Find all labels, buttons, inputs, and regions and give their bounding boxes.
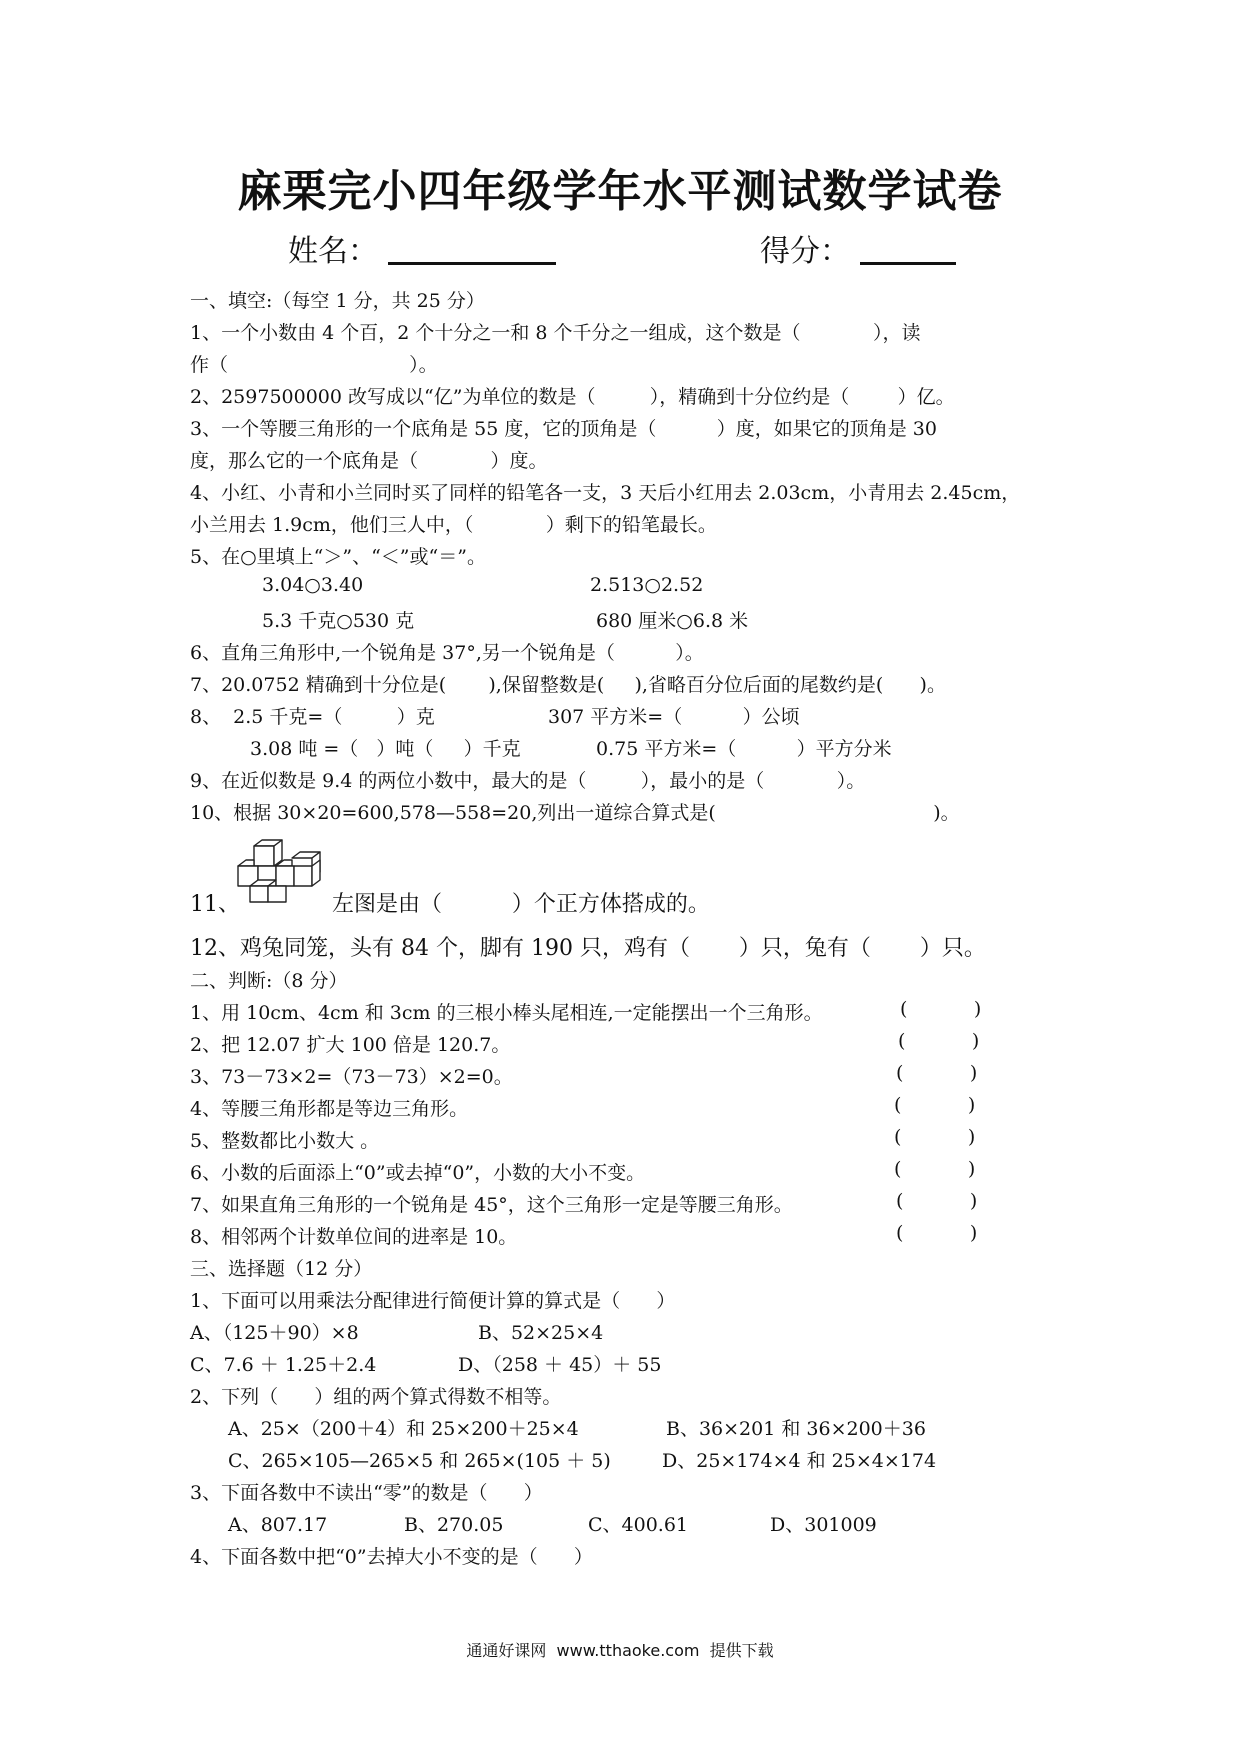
choice-option: B、52×25×4 xyxy=(478,1322,604,1344)
answer-bracket[interactable]: ( ) xyxy=(894,1126,976,1148)
answer-bracket[interactable]: ( ) xyxy=(896,1190,978,1212)
answer-bracket[interactable]: ( ) xyxy=(894,1158,976,1180)
choice-option: C、400.61 xyxy=(588,1514,689,1536)
judge-item: 8、相邻两个计数单位间的进率是 10。 xyxy=(190,1226,518,1248)
cube-figure xyxy=(236,838,332,904)
question-line: 3、下面各数中不读出“零”的数是（ ） xyxy=(190,1482,543,1504)
answer-bracket[interactable]: ( ) xyxy=(896,1222,978,1244)
answer-bracket[interactable]: ( ) xyxy=(896,1062,978,1084)
judge-item: 7、如果直角三角形的一个锐角是 45°，这个三角形一定是等腰三角形。 xyxy=(190,1194,793,1216)
question-line: 0.75 平方米=（ ）平方分米 xyxy=(596,738,892,760)
question-line: 2、下列（ ）组的两个算式得数不相等。 xyxy=(190,1386,562,1408)
question-line: 4、下面各数中把“0”去掉大小不变的是（ ） xyxy=(190,1546,593,1568)
question-line: 1、一个小数由 4 个百，2 个十分之一和 8 个千分之一组成，这个数是（ ），读 xyxy=(190,322,921,344)
question-number: 11、 xyxy=(190,892,240,917)
question-line: 左图是由（ ）个正方体搭成的。 xyxy=(332,892,710,917)
question-line: 12、鸡兔同笼，头有 84 个，脚有 190 只，鸡有（ ）只，兔有（ ）只。 xyxy=(190,936,986,961)
answer-bracket[interactable]: ( ) xyxy=(894,1094,976,1116)
judge-item: 3、73－73×2=（73－73）×2=0。 xyxy=(190,1066,513,1088)
compare-item: 680 厘米○6.8 米 xyxy=(596,610,749,632)
page-title: 麻栗完小四年级学年水平测试数学试卷 xyxy=(237,166,1003,217)
choice-option: B、36×201 和 36×200＋36 xyxy=(666,1418,926,1440)
choice-option: D、301009 xyxy=(770,1514,877,1536)
answer-bracket[interactable]: ( ) xyxy=(898,1030,980,1052)
section-heading: 二、判断:（8 分） xyxy=(190,970,348,992)
choice-option: A、25×（200＋4）和 25×200＋25×4 xyxy=(228,1418,579,1440)
answer-bracket[interactable]: ( ) xyxy=(900,998,982,1020)
question-line: 4、小红、小青和小兰同时买了同样的铅笔各一支，3 天后小红用去 2.03cm，小青用去 2.45cm， xyxy=(190,482,1021,504)
name-blank xyxy=(388,262,556,265)
question-line: 6、直角三角形中,一个锐角是 37°,另一个锐角是（ ）。 xyxy=(190,642,704,664)
judge-item: 4、等腰三角形都是等边三角形。 xyxy=(190,1098,469,1120)
question-line: 3、一个等腰三角形的一个底角是 55 度，它的顶角是（ ）度，如果它的顶角是 30 xyxy=(190,418,937,440)
choice-option: D、（258 ＋ 45）＋ 55 xyxy=(458,1354,662,1376)
judge-item: 2、把 12.07 扩大 100 倍是 120.7。 xyxy=(190,1034,511,1056)
question-line: 1、下面可以用乘法分配律进行简便计算的算式是（ ） xyxy=(190,1290,676,1312)
score-label: 得分： xyxy=(760,234,850,269)
section-heading: 三、选择题（12 分） xyxy=(190,1258,373,1280)
judge-item: 6、小数的后面添上“0”或去掉“0”，小数的大小不变。 xyxy=(190,1162,646,1184)
question-line: 小兰用去 1.9cm，他们三人中，（ ）剩下的铅笔最长。 xyxy=(190,514,717,536)
compare-item: 3.04○3.40 xyxy=(262,574,364,596)
compare-item: 5.3 千克○530 克 xyxy=(262,610,415,632)
choice-option: C、265×105—265×5 和 265×(105 ＋ 5) xyxy=(228,1450,611,1472)
choice-option: C、7.6 ＋ 1.25＋2.4 xyxy=(190,1354,377,1376)
question-line: 307 平方米=（ ）公顷 xyxy=(548,706,800,728)
question-line: 3.08 吨 =（ ）吨（ ）千克 xyxy=(250,738,521,760)
question-line: 作（ ）。 xyxy=(190,354,438,376)
question-line: 度，那么它的一个底角是（ ）度。 xyxy=(190,450,548,472)
question-line: 9、在近似数是 9.4 的两位小数中，最大的是（ ），最小的是（ ）。 xyxy=(190,770,866,792)
score-blank xyxy=(860,262,956,265)
choice-option: A、（125＋90）×8 xyxy=(190,1322,359,1344)
name-label: 姓名： xyxy=(288,234,378,269)
compare-item: 2.513○2.52 xyxy=(590,574,704,596)
question-line: 8、 2.5 千克=（ ）克 xyxy=(190,706,435,728)
question-line: 5、在○里填上“＞”、“＜”或“＝”。 xyxy=(190,546,486,568)
footer-note: 通通好课网 www.tthaoke.com 提供下载 xyxy=(466,1641,774,1660)
judge-item: 5、整数都比小数大 。 xyxy=(190,1130,380,1152)
choice-option: D、25×174×4 和 25×4×174 xyxy=(662,1450,937,1472)
judge-item: 1、用 10cm、4cm 和 3cm 的三根小棒头尾相连,一定能摆出一个三角形。 xyxy=(190,1002,823,1024)
question-line: 2、2597500000 改写成以“亿”为单位的数是（ ），精确到十分位约是（ ）亿。 xyxy=(190,386,955,408)
question-line: 10、根据 30×20=600,578—558=20,列出一道综合算式是( )。 xyxy=(190,802,960,824)
choice-option: A、807.17 xyxy=(228,1514,328,1536)
question-line: 7、20.0752 精确到十分位是( ),保留整数是( ),省略百分位后面的尾数约是( )。 xyxy=(190,674,946,696)
choice-option: B、270.05 xyxy=(404,1514,504,1536)
section-heading: 一、填空:（每空 1 分，共 25 分） xyxy=(190,290,485,312)
